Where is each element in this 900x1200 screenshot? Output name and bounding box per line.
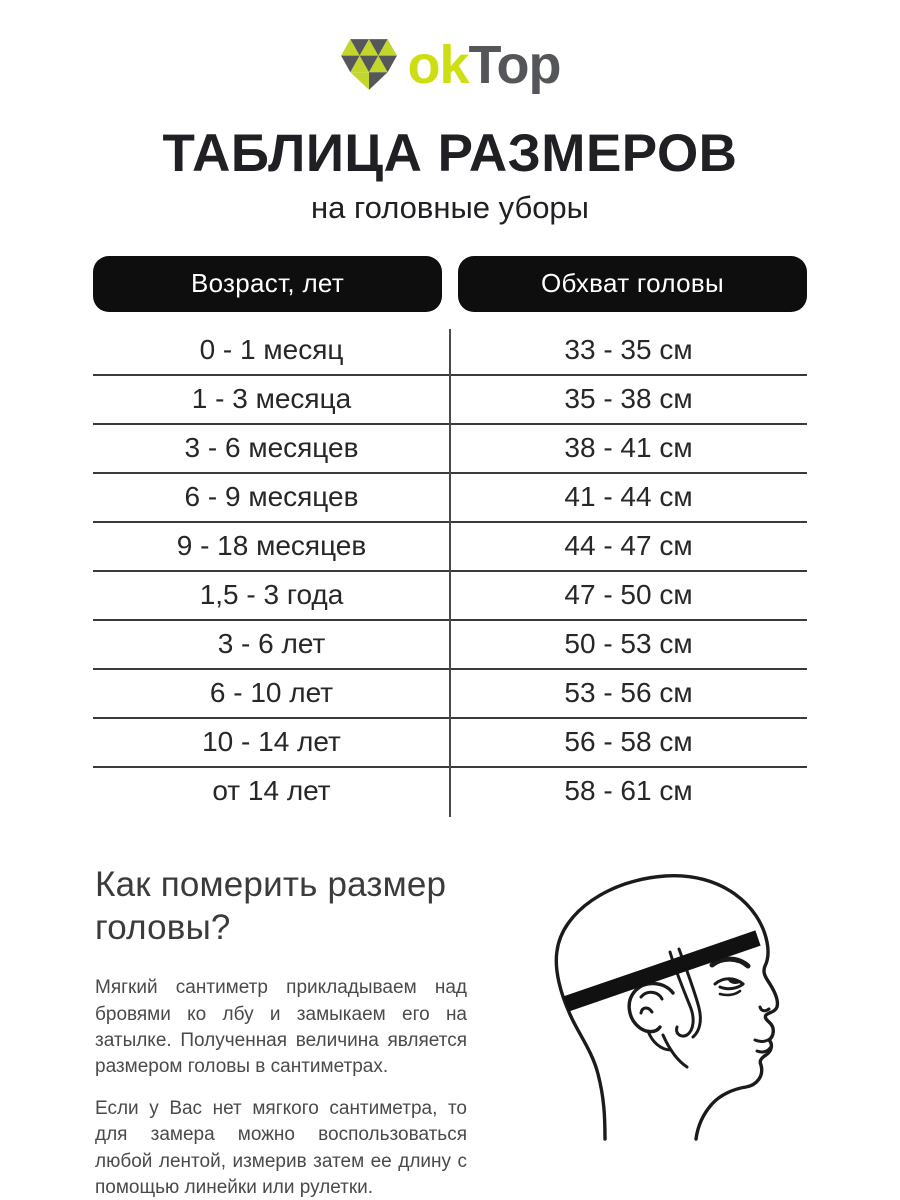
brand-wordmark-ok: ok	[407, 35, 469, 95]
age-cell: 9 - 18 месяцев	[176, 530, 367, 562]
column-divider	[449, 329, 451, 817]
circumference-column-header: Обхват головы	[458, 256, 807, 312]
page-title: ТАБЛИЦА РАЗМЕРОВ	[162, 124, 738, 183]
age-cell: 6 - 10 лет	[209, 677, 334, 709]
size-cell: 35 - 38 см	[564, 383, 693, 415]
head-outline	[556, 876, 777, 1139]
age-cell: 10 - 14 лет	[202, 726, 341, 758]
size-cell: 53 - 56 см	[564, 677, 693, 709]
size-cell: 41 - 44 см	[564, 481, 693, 513]
brand-logo	[0, 0, 900, 95]
head-profile-icon	[524, 854, 844, 1194]
howto-paragraph-1: Мягкий сантиметр прикладываем над бровями ко лбу и замыкаем его на затылке. Полученная величина является размером головы в сантиметрах.	[95, 977, 467, 1078]
howto-heading: Как померить размер головы?	[95, 865, 447, 947]
size-cell: 58 - 61 см	[564, 775, 693, 807]
size-cell: 56 - 58 см	[564, 726, 693, 758]
howto-paragraph-2: Если у Вас нет мягкого сантиметра, то для замера можно воспользоваться любой лентой, измерив затем ее длину с помощью линейки или рулетки.	[95, 1098, 467, 1198]
size-cell: 44 - 47 см	[564, 530, 693, 562]
brand-wordmark	[407, 35, 561, 95]
page-subtitle: на головные уборы	[311, 189, 589, 225]
size-cell: 33 - 35 см	[564, 334, 693, 366]
size-cell: 47 - 50 см	[564, 579, 693, 611]
size-cell: 38 - 41 см	[564, 432, 693, 464]
age-cell: 3 - 6 лет	[217, 628, 326, 660]
size-cell: 50 - 53 см	[564, 628, 693, 660]
brand-wordmark-top: Top	[468, 35, 561, 95]
age-cell: от 14 лет	[212, 775, 331, 807]
age-cell: 1,5 - 3 года	[199, 579, 344, 611]
age-column-header: Возраст, лет	[93, 256, 442, 312]
age-cell: 0 - 1 месяц	[199, 334, 344, 366]
age-cell: 6 - 9 месяцев	[184, 481, 359, 513]
age-cell: 3 - 6 месяцев	[184, 432, 359, 464]
size-table	[93, 327, 807, 815]
age-cell: 1 - 3 месяца	[191, 383, 352, 415]
table-header-row	[93, 256, 807, 312]
triangle-heart-logo-icon	[340, 38, 398, 92]
head-measurement-illustration	[524, 854, 844, 1194]
howto-section	[95, 864, 467, 1200]
